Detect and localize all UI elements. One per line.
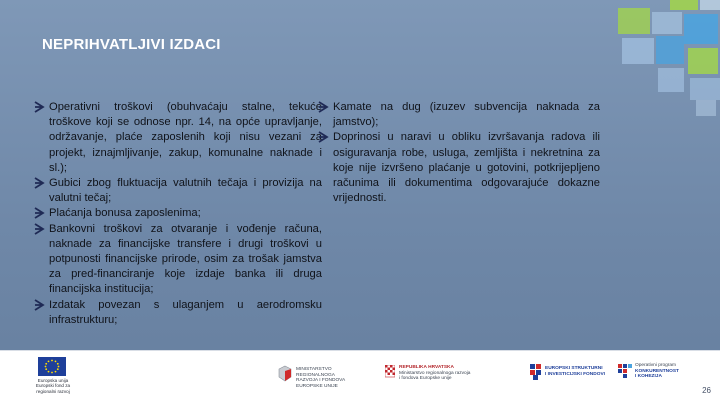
tile [690,78,720,100]
right-column [318,100,600,206]
right-bullet-list [318,100,600,206]
tile [622,38,654,64]
esif-text [545,366,609,377]
arrow-bullet-icon [34,177,45,189]
list-item [34,100,322,176]
list-item-text: Izdatak povezan s ulaganjem u aerodromsku infrastrukturu; [49,298,322,326]
left-column [34,100,322,328]
list-item [34,206,322,221]
arrow-bullet-icon [318,131,329,143]
logo-line: KONKURENTNOST [635,368,679,374]
ministry-emblem-logo [278,359,358,399]
tile [684,14,718,44]
footer-logo-bar [0,350,720,405]
arrow-bullet-icon [318,101,329,113]
republic-text [399,365,501,382]
slide-title: NEPRIHVATLJIVI IZDACI [42,36,221,53]
list-item-text: Operativni troškovi (obuhvaćaju stalne, tekuće troškove koji se odnose npr. 14, na opće upravljanje, održavanje, plaće zaposlenih koji nisu vezani za projekt, iznajmljivanje, zakup, komunalne naknade i sl.); [49,101,322,174]
list-item [34,176,322,206]
logo-line: REPUBLIKA HRVATSKA [399,365,454,370]
tile [700,0,720,10]
republic-of-croatia-logo [385,359,503,399]
decorative-tiles [580,0,720,120]
esif-squares-icon [530,364,542,380]
list-item [318,100,600,130]
arrow-bullet-icon [34,223,45,235]
arrow-bullet-icon [34,299,45,311]
op-text [635,363,689,380]
list-item [34,222,322,298]
tile [652,12,682,34]
logo-line: Ministarstvo regionalnoga razvoja [399,370,471,376]
tile [658,68,684,92]
list-item [34,298,322,328]
logo-line: I KOHEZIJA [635,374,662,380]
coat-of-arms-icon [385,365,395,379]
logo-line: EUROPSKI STRUKTURNI [545,366,603,371]
tile [656,36,684,64]
tile [696,100,716,116]
list-item-text: Kamate na dug (izuzev subvencija naknada za jamstvo); [333,101,600,129]
list-item-text: Bankovni troškovi za otvaranje i vođenje računa, naknade za financijske transfere i drugi troškovi u potpunosti financijske prirode, osim za trošak jamstva za pred-financiranje koje izdaje banka ili druga financijska institucija; [49,222,322,296]
eu-stars-icon [38,357,66,376]
tile [618,8,650,34]
logo-line: I INVESTICIJSKI FONDOVI [545,371,605,377]
logo-line: RAZVOJA I FONDOVA EUROPSKE UNIJE [296,378,345,389]
tile [688,48,718,74]
eu-caption: Europska unija Europski fond za regionalni razvoj [35,378,71,394]
arrow-bullet-icon [34,207,45,219]
cube-icon [278,365,292,383]
eu-flag-logo [38,357,66,376]
logo-line: i fondova Europske unije [399,376,452,382]
ministry-text [296,367,356,389]
list-item-text: Plaćanja bonusa zaposlenima; [49,207,201,220]
logo-line: Operativni program [635,363,677,368]
list-item [318,130,600,206]
arrow-bullet-icon [34,101,45,113]
list-item-text: Doprinosi u naravi u obliku izvršavanja radova ili osiguravanja robe, usluga, zemljišta i nekretnina za koje nije izvršeno plaćanje u gotovini, potkrijepljeno računima ili dokumentima odgovarajuće dokazne vrijednosti. [333,131,600,205]
page-number: 26 [702,386,711,395]
logo-line: MINISTARSTVO REGIONALNOGA [296,367,335,378]
list-item-text: Gubici zbog fluktuacija valutnih tečaja i provizija na valutni tečaj; [49,177,322,205]
tile [670,0,698,10]
op-tiles-icon [618,364,632,378]
operational-programme-logo [618,359,688,399]
esif-logo [530,359,610,399]
left-bullet-list [34,100,322,328]
